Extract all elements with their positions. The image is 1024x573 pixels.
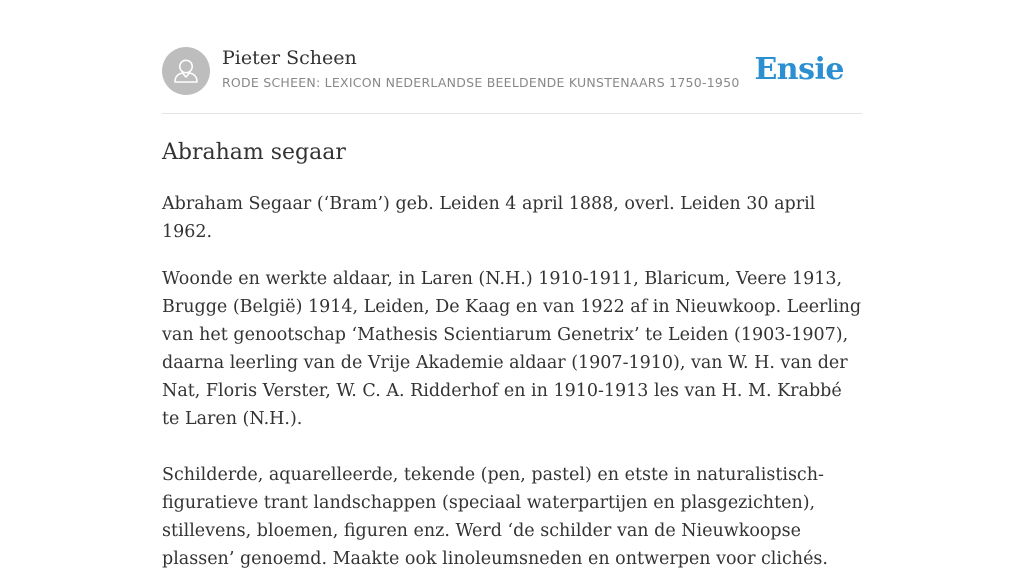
ensie-logo[interactable]: Ensie xyxy=(754,52,844,87)
article-paragraph-body: Woonde en werkte aldaar, in Laren (N.H.) 1910-1911, Blaricum, Veere 1913, Brugge (België) 1914, Leiden, De Kaag en van 1922 af in Nieuwkoop. Leerling van het genootschap ‘Mathesis Scientiarum Genetrix’ te Leiden (1903-1907), daarna leerling van de Vrije Akademie aldaar (1907-1910), van W. H. van der Nat, Floris Verster, W. C. A. Ridderhof en in 1910-1913 les van H. M. Krabbé te Laren (N.H.). Schilderde, aquarelleerde, tekende (pen, pastel) en etste in naturalistisch-figuratieve trant landschappen (speciaal waterpartijen en plasgezichten), stillevens, bloemen, figuren enz. Werd ‘de schilder van de Nieuwkoopse plassen’ genoemd. Maakte ook linoleumsneden en ontwerpen voor clichés. xyxy=(162,269,862,569)
source-title[interactable]: RODE SCHEEN: LEXICON NEDERLANDSE BEELDENDE KUNSTENAARS 1750-1950 xyxy=(222,75,740,90)
user-icon xyxy=(162,47,210,95)
article-paragraph-intro: Abraham Segaar (‘Bram’) geb. Leiden 4 april 1888, overl. Leiden 30 april 1962. xyxy=(162,194,816,242)
article-title: Abraham segaar xyxy=(162,140,346,165)
header-divider xyxy=(162,113,862,114)
author-avatar[interactable] xyxy=(162,47,210,95)
article-header xyxy=(162,46,862,96)
article-body xyxy=(162,138,862,573)
author-name[interactable]: Pieter Scheen xyxy=(222,47,357,69)
